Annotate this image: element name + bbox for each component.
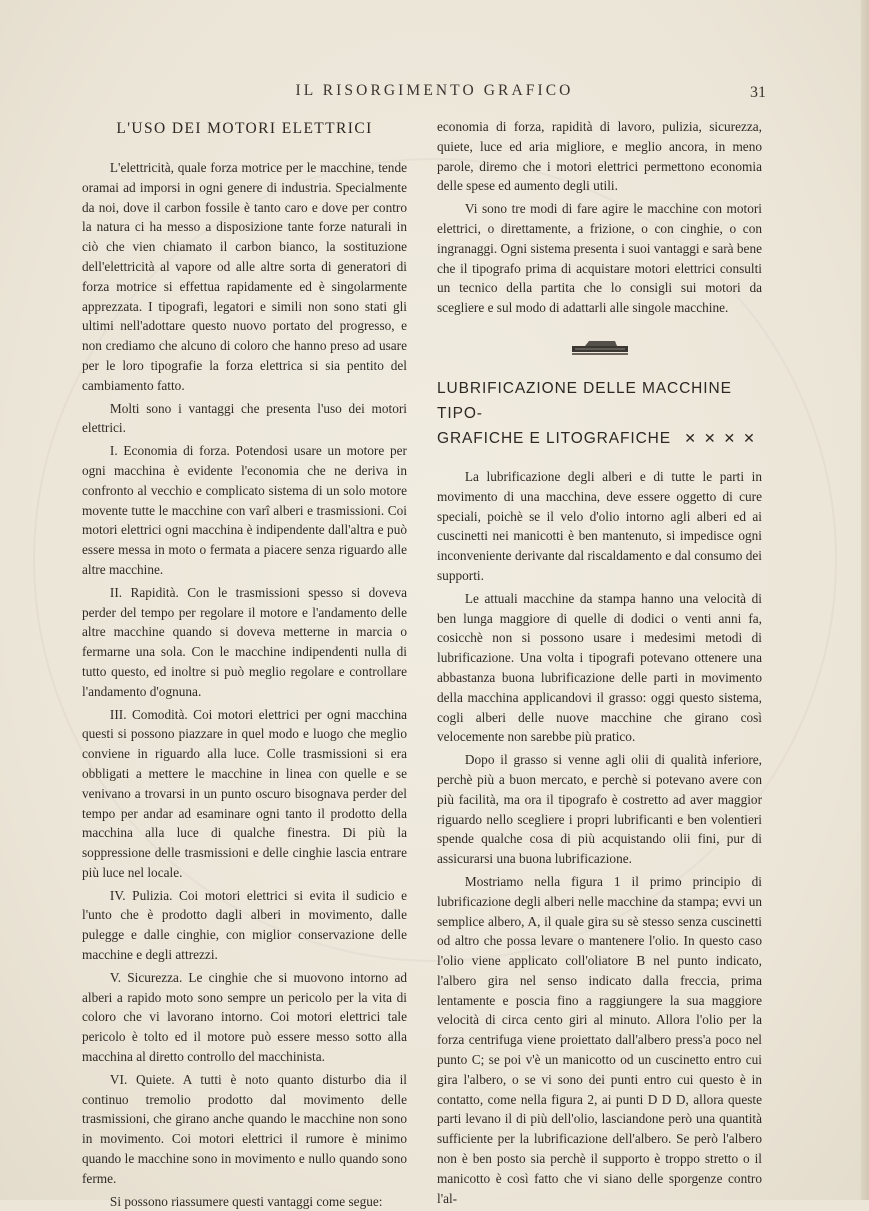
paragraph: La lubrificazione degli alberi e di tutte le parti in movimento di una macchina, deve essere oggetto di cure speciali, poichè se il velo d'olio intorno agli alberi ed ai cuscinetti nei manicotti è ben mantenuto, si impedisce ogni inconveniente derivante dal riscaldamento e dal consumo dei supporti. — [437, 468, 762, 583]
paragraph: Vi sono tre modi di fare agire le macchine con motori elettrici, o direttamente, a frizione, o con cinghie, o con ingranaggi. Ogni sistema presenta i suoi vantaggi e sarà bene che il tipografo prima di acquistare motori elettrici consulti un tecnico della partita che lo consigli sui motori da scegliere e sul modo di adattarli alle singole macchine. — [437, 201, 762, 316]
title-ornaments-icon: ✕ ✕ ✕ ✕ — [684, 429, 757, 446]
paragraph: Dopo il grasso si venne agli olii di qualità inferiore, perchè più a buon mercato, e perchè si potevano avere con più facilità, ma ora il tipografo è costretto ad aver maggior riguardo nello scegliere i propri lubrificanti e ben volentieri spende qualche cosa di più acquistando olii fini, pur di assicurarsi una buona lubrificazione. — [437, 752, 762, 867]
right-column — [437, 117, 762, 1208]
paragraph-continued: economia di forza, rapidità di lavoro, pulizia, sicurezza, quiete, luce ed aria migliore, e meglio ancora, in meno parole, diremo che i motori elettrici permettono economia delle spese ed aumento degli utili. — [437, 119, 762, 194]
article-title-lubrificazione — [437, 376, 762, 451]
paragraph: Molti sono i vantaggi che presenta l'uso dei motori elettrici. — [82, 400, 407, 436]
paragraph: III. Comodità. Coi motori elettrici per ogni macchina questi si possono piazzare in quel modo e luogo che meglio conviene in riguardo alla luce. Colle trasmissioni si era obbligati a mettere le macchine in linea con quelle e se venivano a trovarsi in un punto oscuro bisognava perder del tempo per andar ad esaminare ogni tanto il prodotto della macchina alla luce di qualche finestra. Di più la soppressione delle trasmissioni e delle cinghie lascia entrare più luce nel locale. — [82, 706, 407, 880]
paragraph: I. Economia di forza. Potendosi usare un motore per ogni macchina è evidente l'economia che ne deriva in confronto al vecchio e complicato sistema di un solo motore movente tutte le macchine con varî alberi e trasmissioni. Coi motori elettrici ogni macchina è indipendente dall'altra e può essere messa in moto o fermata a piacere senza riguardo alle altre macchine. — [82, 443, 407, 577]
paragraph: Si possono riassumere questi vantaggi come segue: — [109, 1193, 383, 1209]
title-line-2 — [437, 426, 762, 451]
paragraph: VI. Quiete. A tutti è noto quanto disturbo dia il continuo tremolio prodotto dal movimento delle trasmissioni, che girano anche quando le macchine non sono in movimento. Coi motori elettrici il rumore è minimo quando le macchine sono in movimento e nullo quando sono ferme. — [82, 1071, 407, 1186]
title-line-1: LUBRIFICAZIONE DELLE MACCHINE TIPO- — [437, 379, 732, 422]
paragraph: V. Sicurezza. Le cinghie che si muovono intorno ad alberi a rapido moto sono sempre un pericolo per la vita di coloro che vi lavorano intorno. Coi motori elettrici tale pericolo è tolto ed il motore può essere messo sotto alla macchina al diretto controllo del macchinista. — [82, 969, 407, 1065]
paragraph: L'elettricità, quale forza motrice per le macchine, tende oramai ad imporsi in ogni genere di industria. Specialmente da noi, dove il carbon fossile è tanto caro e dove per contro la natura ci ha messo a disposizione tante forze naturali in ciò che vien chiamato il carbon bianco, la sostituzione dell'elettricità al vapore od alle altre sorta di generatori di forza motrice si effettua rapidamente ed è singolarmente apprezzata. I tipografi, legatori e simili non sono stati gli ultimi nell'adottare questo nuovo portato del progresso, e non crediamo che alcuno di coloro che hanno preso ad usare per le loro tipografie la forza elettrica si sia pentito del cambiamento fatto. — [82, 160, 407, 393]
paragraph: Mostriamo nella figura 1 il primo principio di lubrificazione degli alberi nelle macchine da stampa; evvi un semplice albero, A, il quale gira su sè stesso senza cuscinetti od altro che possa levare o mantenere l'olio. In questo caso l'olio viene applicato coll'oliatore B nel punto indicato, l'albero gira nel senso indicato dalla freccia, prima lentamente e poscia fino a raggiungere la sua maggiore velocità di circa cento giri al minuto. Allora l'olio per la forza centrifuga viene proiettato dall'albero press'a poco nel punto C; se poi v'è un manicotto od un cuscinetto entro cui gira l'albero, o se vi sono dei punti entro cui questo è in contatto, come nella figura 2, ai punti D D D, allora queste parti levano il di più dell'olio, lasciandone però una quantità sufficiente per la lubrificazione dell'albero. Se però l'albero non è ben posto sia perchè il supporto è troppo stretto o il manicotto è così fatto che vi siano delle sporgenze contro l'al- — [437, 873, 762, 1206]
page-edge-shadow — [861, 0, 869, 1200]
running-title: IL RISORGIMENTO GRAFICO — [295, 82, 574, 99]
left-column — [82, 118, 407, 1211]
paragraph: Le attuali macchine da stampa hanno una velocità di ben lunga maggiore di quelle di dodici o venti anni fa, cosicchè non si possono usare i medesimi metodi di lubrificazione. Una volta i tipografi potevano ottenere una abbastanza buona lubrificazione delle parti in movimento della macchina applicandovi il grasso: oggi questo sistema, cogli alberi delle nuove macchine che girano così velocemente non sarebbe più pratico. — [437, 590, 762, 745]
title-line-2-text: GRAFICHE E LITOGRAFICHE — [437, 429, 671, 447]
section-ornament-icon — [437, 340, 762, 358]
paragraph: II. Rapidità. Con le trasmissioni spesso si doveva perder del tempo per regolare il motore e l'andamento delle altre macchine quando si doveva metterne in marcia o fermarne una sola. Con le macchine indipendenti nulla di tutto questo, ed inoltre si può meglio regolare e controllare l'andamento d'ognuna. — [82, 584, 407, 699]
page-number: 31 — [750, 84, 766, 101]
paragraph: IV. Pulizia. Coi motori elettrici si evita il sudicio e l'unto che è prodotto dagli alberi in movimento, dalle pulegge e dalle cinghie, con miglior conservazione delle macchine e degli attrezzi. — [82, 887, 407, 963]
article-title-motori: L'USO DEI MOTORI ELETTRICI — [116, 120, 373, 137]
